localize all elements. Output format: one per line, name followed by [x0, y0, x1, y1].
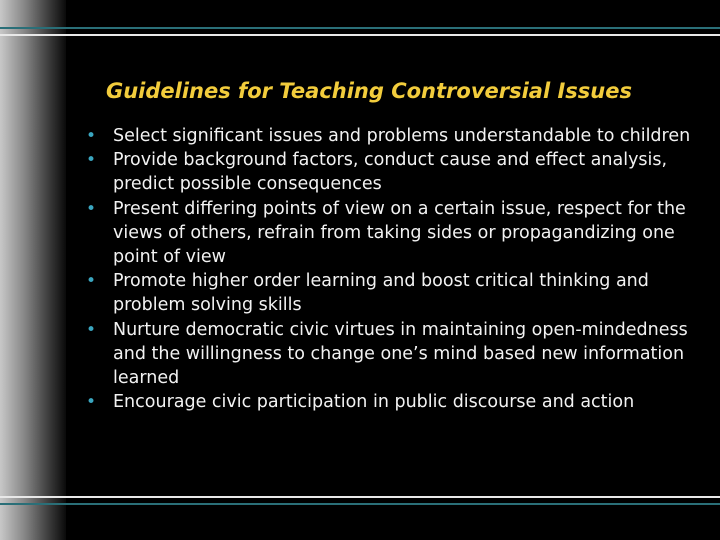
left-gradient-bar: [0, 0, 66, 540]
bullet-text: Present differing points of view on a certain issue, respect for the views of others, refrain from taking sides or propagandizing one point of view: [113, 198, 686, 268]
bullet-item: [84, 318, 694, 391]
bullet-list: [84, 124, 694, 414]
bullet-text: Encourage civic participation in public discourse and action: [113, 392, 635, 413]
bullet-text: Provide background factors, conduct cause and effect analysis, predict possible consequences: [113, 150, 668, 195]
bullet-dot-icon: •: [86, 198, 97, 219]
bullet-dot-icon: •: [86, 319, 97, 340]
bullet-text: Nurture democratic civic virtues in maintaining open-mindedness and the willingness to change one’s mind based new information learned: [113, 319, 688, 389]
bullet-text: Promote higher order learning and boost critical thinking and problem solving skills: [113, 271, 649, 316]
bullet-dot-icon: •: [86, 271, 97, 292]
bottom-divider-rule: [0, 496, 720, 498]
bullet-dot-icon: •: [86, 126, 97, 146]
bullet-item: [84, 197, 694, 270]
bullet-item: [84, 124, 694, 148]
bullet-item: [84, 269, 694, 317]
bullet-item: [84, 148, 694, 196]
slide-title: Guidelines for Teaching Controversial Issues: [106, 79, 632, 103]
bottom-accent-rule: [0, 503, 720, 505]
top-divider-rule: [0, 34, 720, 36]
bullet-item: [84, 390, 694, 414]
bullet-dot-icon: •: [86, 392, 97, 413]
top-accent-rule: [0, 27, 720, 29]
bullet-dot-icon: •: [86, 150, 97, 171]
bullet-text: Select significant issues and problems understandable to children: [113, 126, 691, 146]
